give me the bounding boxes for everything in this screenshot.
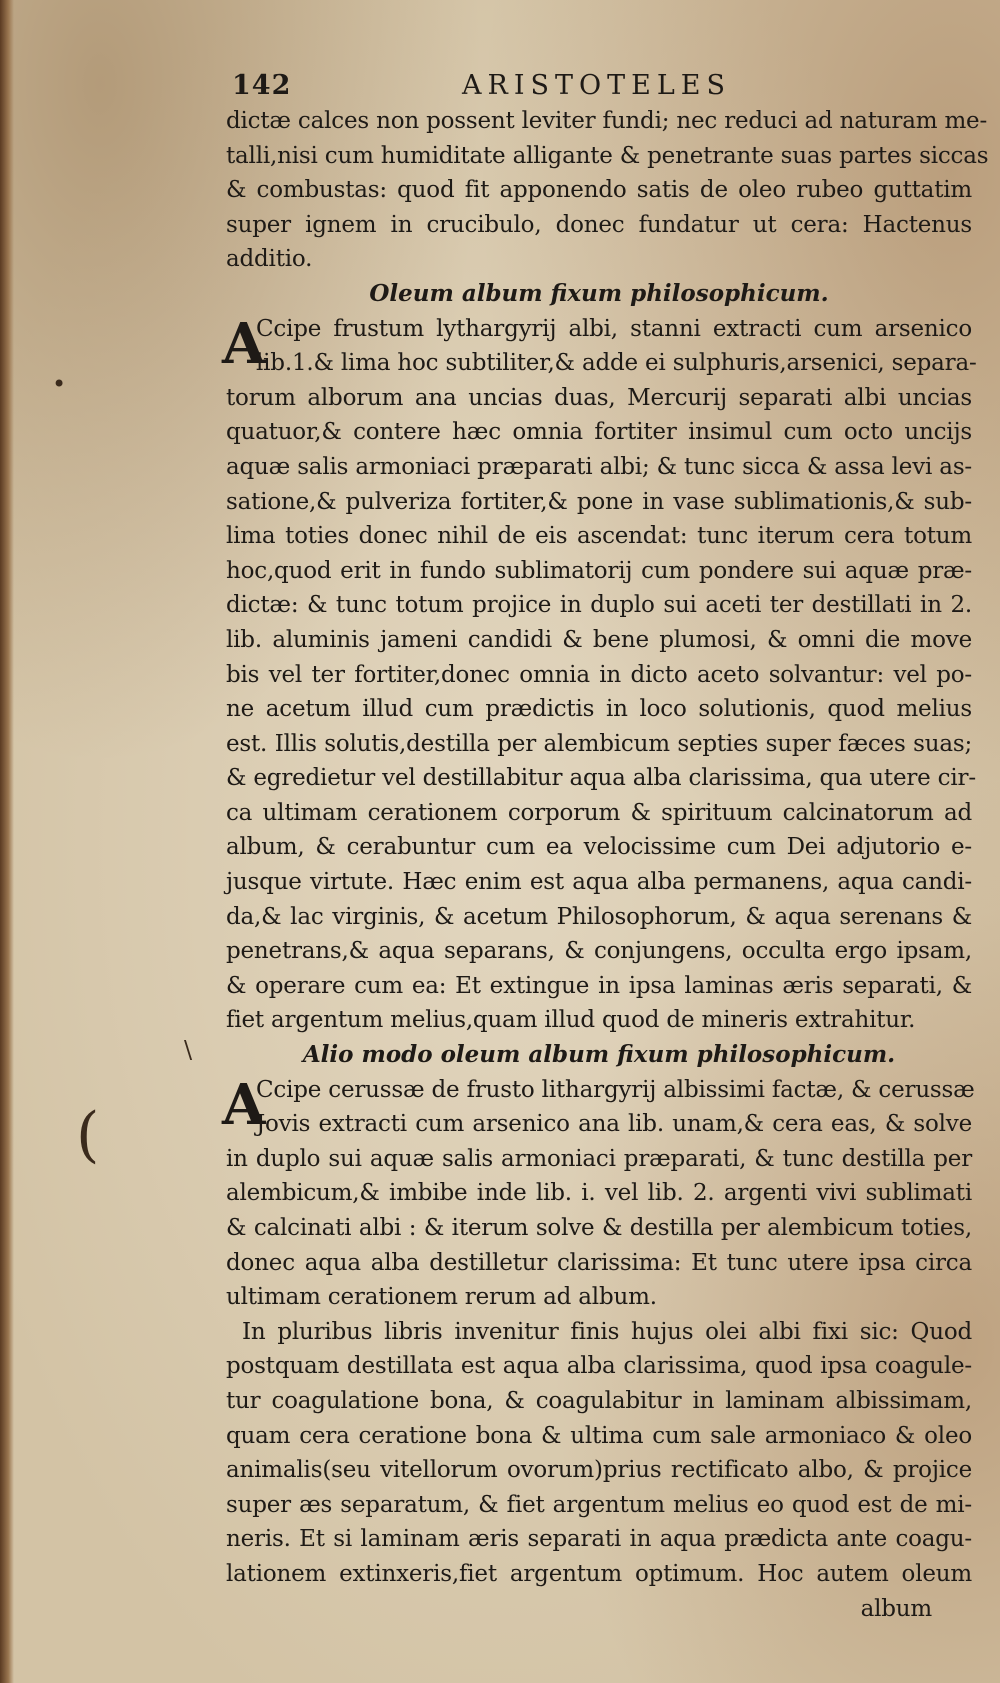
section-3-paragraph [226, 1315, 972, 1592]
margin-mark: \ [184, 1036, 193, 1064]
text-line: jusque virtute. Hæc enim est aqua alba permanens, aqua candi- [226, 869, 972, 896]
running-header [232, 70, 972, 104]
text-line: dictæ calces non possent leviter fundi; nec reduci ad naturam me- [226, 108, 988, 134]
section-1-paragraph [222, 310, 977, 1038]
text-line: quatuor,& contere hæc omnia fortiter insimul cum octo uncijs [226, 419, 972, 446]
text-line: album, & cerabuntur cum ea velocissime cum Dei adjutorio e- [226, 834, 972, 861]
drop-initial-1: A [222, 310, 266, 377]
section-heading-1: Oleum album fixum philosophicum. [369, 279, 829, 307]
text-line: quam cera ceratione bona & ultima cum sale armoniaco & oleo [226, 1422, 972, 1449]
text-line: additio. [226, 246, 313, 273]
text-line: ne acetum illud cum prædictis in loco solutionis, quod melius [226, 696, 972, 723]
text-line: tur coagulatione bona, & coagulabitur in laminam albissimam, [226, 1387, 972, 1414]
margin-bracket: ( [76, 1100, 100, 1170]
text-block [222, 104, 989, 1626]
text-line: animalis(seu vitellorum ovorum)prius rectificato albo, & projice [226, 1457, 972, 1484]
text-line: lima toties donec nihil de eis ascendat: tunc iterum cera totum [226, 523, 972, 550]
text-line: donec aqua alba destilletur clarissima: Et tunc utere ipsa circa [226, 1249, 972, 1276]
text-line: torum alborum ana uncias duas, Mercurij separati albi uncias [226, 384, 972, 411]
section-2-paragraph [222, 1071, 975, 1315]
text-line: est. Illis solutis,destilla per alembicum septies super fæces suas; [226, 730, 972, 757]
text-line: da,& lac virginis, & acetum Philosophorum, & aqua serenans & [226, 903, 972, 930]
page-number: 142 [232, 70, 292, 101]
text-line: & egredietur vel destillabitur aqua alba clarissima, qua utere cir- [226, 765, 976, 792]
text-line: & calcinati albi : & iterum solve & destilla per alembicum toties, [226, 1215, 972, 1241]
text-line: Ccipe frustum lythargyrij albi, stanni extracti cum arsenico [256, 315, 972, 342]
text-line: & operare cum ea: Et extingue in ipsa laminas æris separati, & [226, 972, 972, 999]
text-line: & combustas: quod fit apponendo satis de oleo rubeo guttatim [226, 177, 972, 204]
margin-dot: • [52, 370, 67, 398]
text-line: hoc,quod erit in fundo sublimatorij cum pondere sui aquæ præ- [226, 557, 972, 584]
text-line: lib.1.& lima hoc subtiliter,& adde ei sulphuris,arsenici, separa- [256, 350, 977, 377]
text-line: fiet argentum melius,quam illud quod de mineris extrahitur. [226, 1007, 916, 1034]
section-heading-2: Alio modo oleum album fixum philosophicum. [302, 1041, 896, 1069]
text-line: bis vel ter fortiter,donec omnia in dicto aceto solvantur: vel po- [226, 661, 972, 688]
text-line: talli,nisi cum humiditate alligante & penetrante suas partes siccas [226, 142, 989, 169]
text-line: aquæ salis armoniaci præparati albi; & tunc sicca & assa levi as- [226, 453, 972, 480]
text-line: Ccipe cerussæ de frusto lithargyrij albissimi factæ, & cerussæ [256, 1076, 975, 1103]
page-binding-edge [0, 0, 14, 1683]
text-line: neris. Et si laminam æris separati in aqua prædicta ante coagu- [226, 1526, 972, 1553]
running-title: ARISTOTELES [462, 70, 731, 101]
text-line: satione,& pulveriza fortiter,& pone in vase sublimationis,& sub- [226, 488, 972, 515]
text-line: super æs separatum, & fiet argentum melius eo quod est de mi- [226, 1491, 972, 1518]
text-line: postquam destillata est aqua alba clarissima, quod ipsa coagule- [226, 1353, 972, 1380]
text-line: lib. aluminis jameni candidi & bene plumosi, & omni die move [226, 626, 972, 653]
text-line: ca ultimam cerationem corporum & spirituum calcinatorum ad [226, 799, 972, 826]
text-line: super ignem in crucibulo, donec fundatur ut cera: Hactenus [226, 211, 972, 238]
text-line: alembicum,& imbibe inde lib. i. vel lib. 2. argenti vivi sublimati [226, 1180, 972, 1207]
text-line: Jovis extracti cum arsenico ana lib. unam,& cera eas, & solve [256, 1111, 972, 1138]
text-line: ultimam cerationem rerum ad album. [226, 1284, 657, 1311]
text-line: lationem extinxeris,fiet argentum optimum. Hoc autem oleum [226, 1560, 972, 1587]
catchword: album [860, 1595, 932, 1622]
text-line: In pluribus libris invenitur finis hujus olei albi fixi sic: Quod [242, 1318, 972, 1345]
text-line: dictæ: & tunc totum projice in duplo sui aceti ter destillati in 2. [226, 592, 972, 619]
text-line: in duplo sui aquæ salis armoniaci præparati, & tunc destilla per [226, 1145, 972, 1172]
intro-paragraph [226, 104, 989, 277]
drop-initial-2: A [222, 1071, 266, 1138]
text-line: penetrans,& aqua separans, & conjungens, occulta ergo ipsam, [226, 938, 972, 965]
